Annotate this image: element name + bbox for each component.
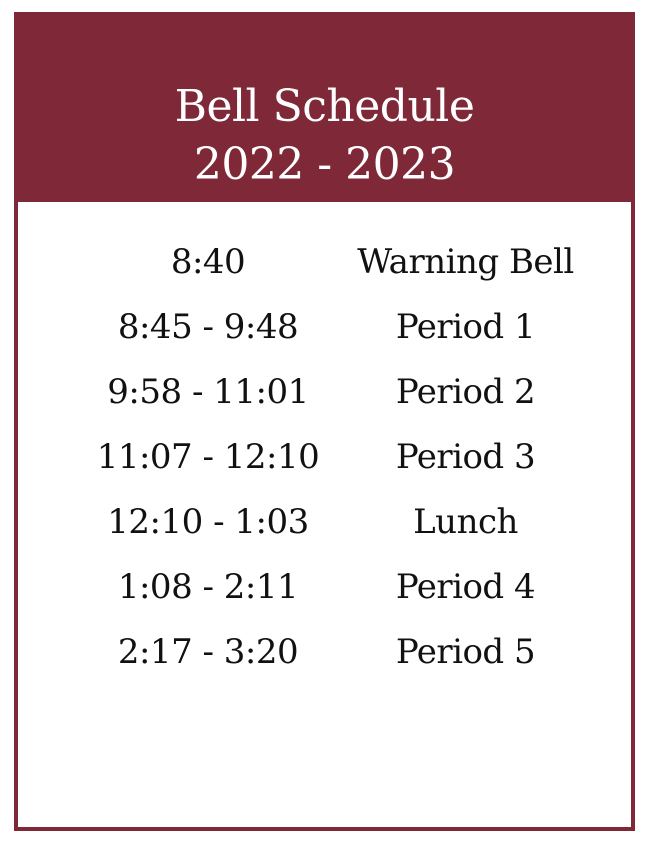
schedule-row [18, 490, 631, 555]
row-label: Period 2 [395, 372, 536, 412]
row-time: 12:10 - 1:03 [107, 502, 309, 542]
row-label: Period 1 [395, 307, 536, 347]
row-time: 8:45 - 9:48 [117, 307, 299, 347]
schedule-title: Bell Schedule [174, 81, 475, 132]
schedule-row [18, 425, 631, 490]
schedule-table [18, 230, 631, 685]
schedule-header [18, 16, 631, 202]
row-time: 2:17 - 3:20 [117, 632, 299, 672]
row-label: Period 5 [395, 632, 536, 672]
schedule-row [18, 555, 631, 620]
schedule-row [18, 360, 631, 425]
row-time: 1:08 - 2:11 [117, 567, 299, 607]
schedule-row [18, 230, 631, 295]
row-label: Period 3 [395, 437, 536, 477]
row-time: 11:07 - 12:10 [96, 437, 320, 477]
row-time: 8:40 [170, 242, 246, 282]
row-label: Period 4 [395, 567, 536, 607]
row-time: 9:58 - 11:01 [107, 372, 309, 412]
schedule-row [18, 295, 631, 360]
bell-schedule-card [14, 12, 635, 831]
row-label: Lunch [413, 502, 518, 542]
row-label: Warning Bell [357, 242, 574, 282]
schedule-row [18, 620, 631, 685]
school-year: 2022 - 2023 [193, 139, 456, 190]
